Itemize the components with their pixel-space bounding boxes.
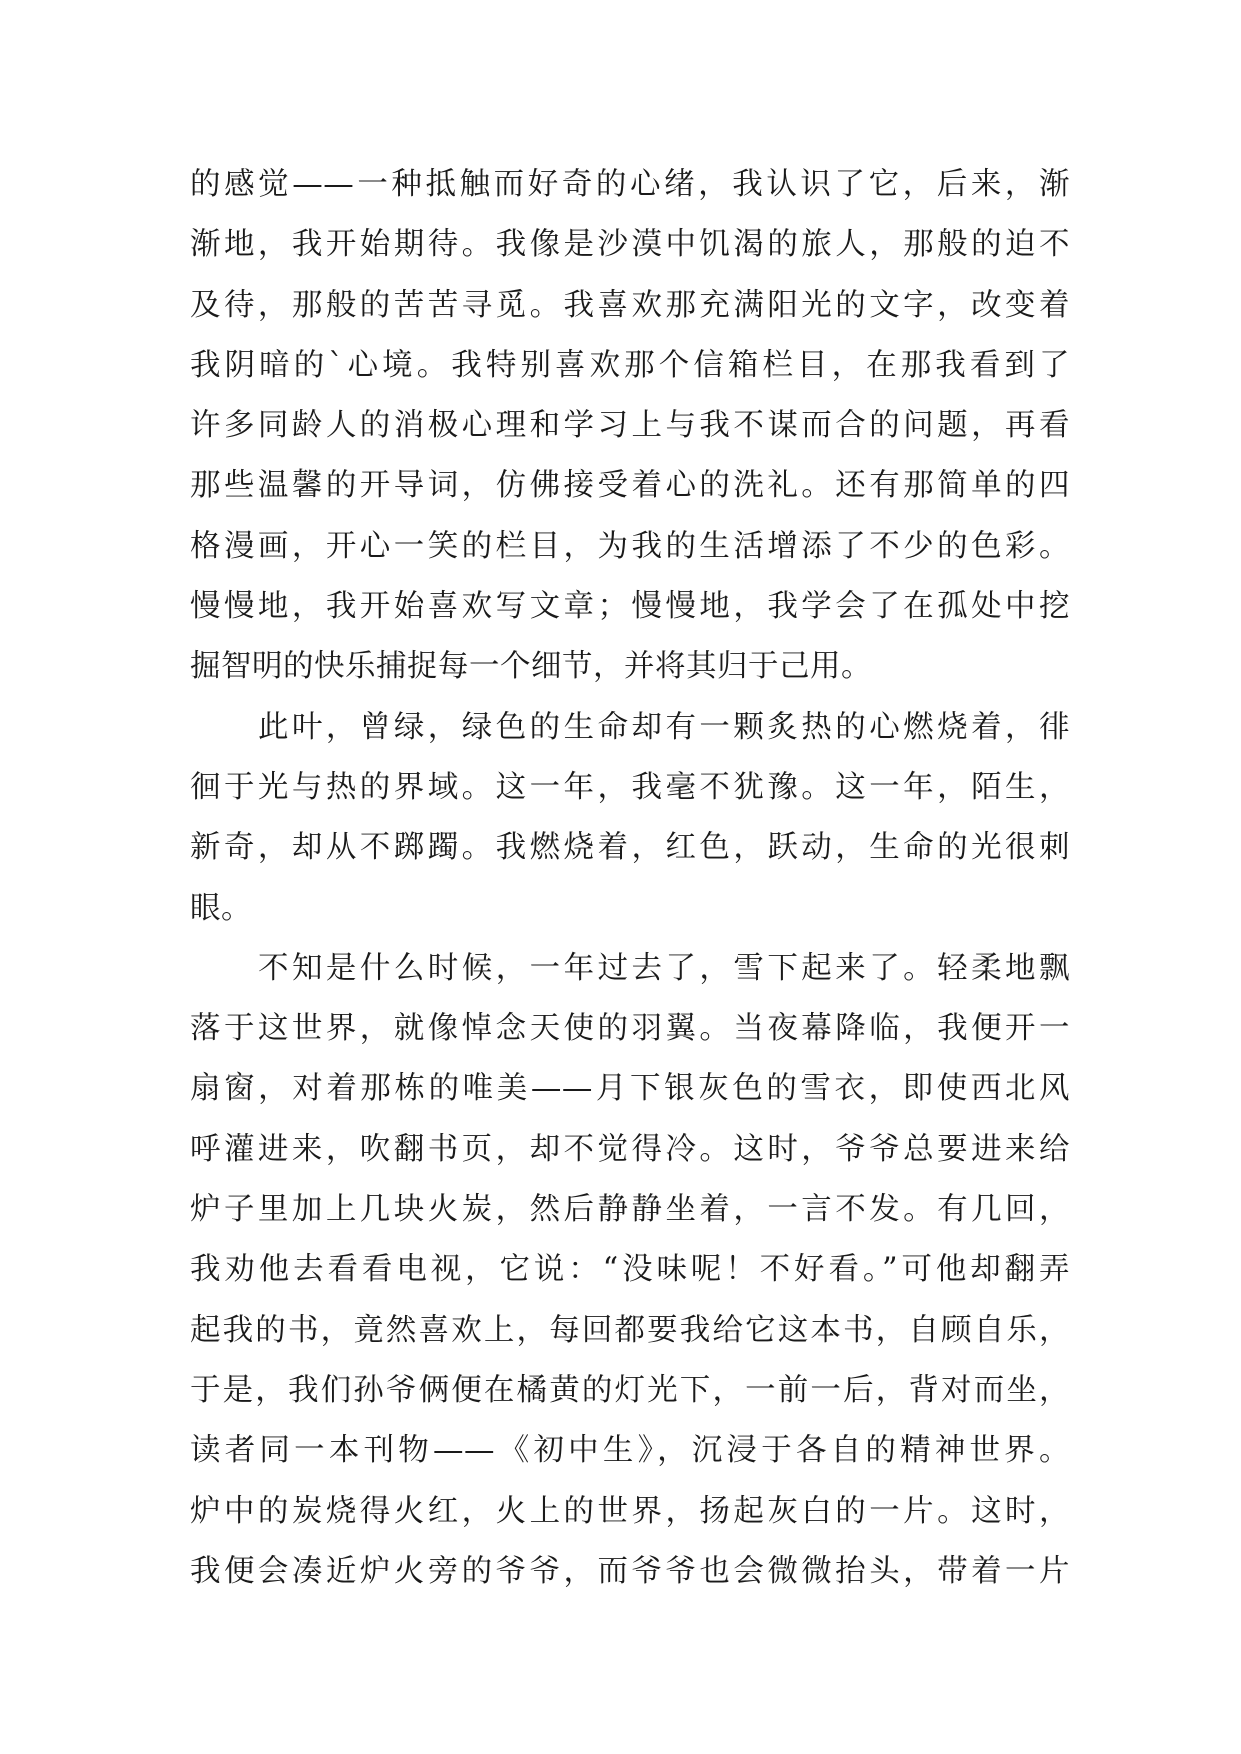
text-line: 眼。 xyxy=(190,890,252,926)
text-line: 我便会凑近炉火旁的爷爷，而爷爷也会微微抬头，带着一片 xyxy=(190,1553,1070,1589)
text-line: 的感觉——一种抵触而好奇的心绪，我认识了它，后来，渐 xyxy=(190,167,1070,202)
essay-body xyxy=(190,155,1070,1602)
text-line: 新奇，却从不踯躅。我燃烧着，红色，跃动，生命的光很刺 xyxy=(190,830,1070,866)
text-line: 及待，那般的苦苦寻觅。我喜欢那充满阳光的文字，改变着 xyxy=(190,287,1070,323)
text-line: 呼灌进来，吹翻书页，却不觉得冷。这时，爷爷总要进来给 xyxy=(190,1131,1070,1167)
text-line: 炉子里加上几块火炭，然后静静坐着，一言不发。有几回， xyxy=(190,1192,1070,1228)
text-line: 我劝他去看看电视，它说：“没味呢！不好看。”可他却翻弄 xyxy=(190,1252,1070,1288)
text-line: 掘智明的快乐捕捉每一个细节，并将其归于己用。 xyxy=(190,649,872,685)
text-line: 我阴暗的`心境。我特别喜欢那个信箱栏目，在那我看到了 xyxy=(190,347,1070,383)
text-line: 徊于光与热的界域。这一年，我毫不犹豫。这一年，陌生， xyxy=(190,769,1070,805)
text-line: 扇窗，对着那栋的唯美——月下银灰色的雪衣，即使西北风 xyxy=(190,1071,1070,1107)
paragraph-start-line: 不知是什么时候，一年过去了，雪下起来了。轻柔地飘 xyxy=(258,950,1070,986)
text-line: 炉中的炭烧得火红，火上的世界，扬起灰白的一片。这时， xyxy=(190,1493,1070,1529)
text-line: 那些温馨的开导词，仿佛接受着心的洗礼。还有那简单的四 xyxy=(190,468,1070,504)
text-line: 读者同一本刊物——《初中生》，沉浸于各自的精神世界。 xyxy=(190,1433,1070,1469)
text-line: 渐地，我开始期待。我像是沙漠中饥渴的旅人，那般的迫不 xyxy=(190,227,1070,263)
text-line: 格漫画，开心一笑的栏目，为我的生活增添了不少的色彩。 xyxy=(190,528,1070,564)
paragraph-start-line: 此叶，曾绿，绿色的生命却有一颗炙热的心燃烧着，徘 xyxy=(258,709,1070,745)
text-line: 许多同龄人的消极心理和学习上与我不谋而合的问题，再看 xyxy=(190,408,1070,444)
text-line: 慢慢地，我开始喜欢写文章；慢慢地，我学会了在孤处中挖 xyxy=(190,589,1070,625)
text-line: 落于这世界，就像悼念天使的羽翼。当夜幕降临，我便开一 xyxy=(190,1011,1070,1047)
text-line: 于是，我们孙爷俩便在橘黄的灯光下，一前一后，背对而坐， xyxy=(190,1372,1070,1408)
text-line: 起我的书，竟然喜欢上，每回都要我给它这本书，自顾自乐， xyxy=(190,1312,1070,1348)
